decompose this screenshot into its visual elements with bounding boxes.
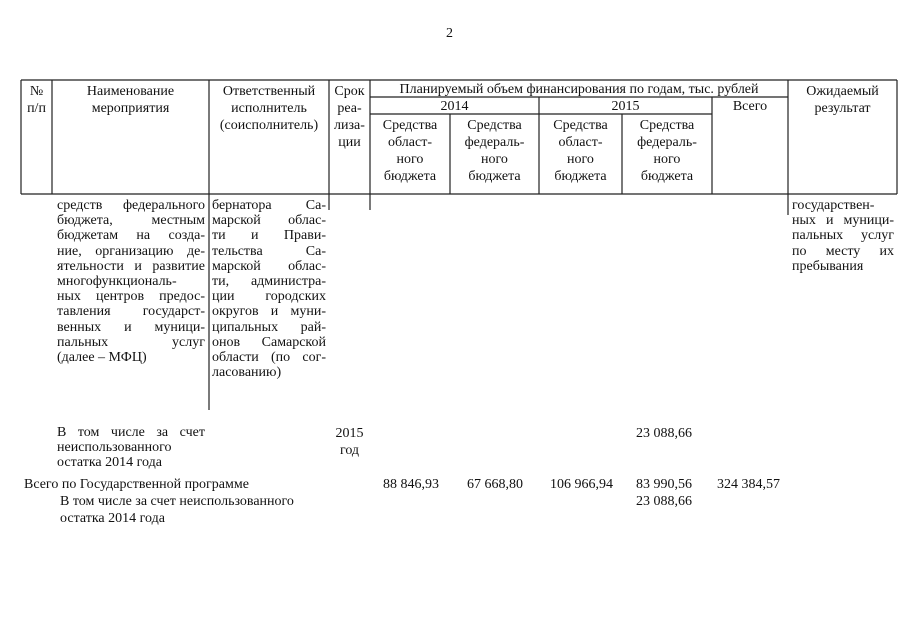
total-label: Всего по Государственной программе: [24, 477, 249, 492]
total-federal-2014: 67 668,80: [467, 477, 523, 492]
header-regional-2015: Средства област- ного бюджета: [553, 118, 608, 184]
header-federal-2015: Средства федераль- ного бюджета: [637, 118, 697, 184]
total-regional-2015: 106 966,94: [550, 477, 613, 492]
total-federal-2015: 83 990,56: [636, 477, 692, 492]
header-result: Ожидаемый результат: [806, 84, 879, 116]
header-regional-2014: Средства област- ного бюджета: [382, 118, 438, 184]
header-total: Всего: [732, 99, 768, 114]
sub-row-term: 2015 год: [335, 426, 364, 458]
total-sub-federal-2015: 23 088,66: [636, 494, 692, 509]
header-executor: Ответственный исполнитель (соисполнитель): [219, 84, 319, 133]
sub-row-federal-2015: 23 088,66: [636, 426, 692, 441]
header-num: № п/п: [27, 84, 46, 116]
header-federal-2014: Средства федераль- ного бюджета: [464, 118, 525, 184]
executor-text: бернатора Са- марской облас- ти и Прави- тельства Са- марской облас- ти, администра- ции городских округов и муни- ципальных рай- онов Самарской области (по сог- ласованию): [212, 198, 326, 381]
header-year-2014: 2014: [440, 99, 469, 114]
sub-row-label: В том числе за счет неиспользованного остатка 2014 года: [57, 425, 205, 471]
header-term: Срок реа- лиза- ции: [334, 84, 365, 150]
page-number: 2: [446, 26, 453, 41]
measure-name-text: средств федерального бюджета, местным бюджетам на созда- ние, организацию де- ятельности и развитие многофункциональ- ных центров предос- тавления государст- венных и муници- пальных услуг (далее – МФЦ): [57, 198, 205, 365]
expected-result-text: государствен- ных и муници- пальных услуг по месту их пребывания: [792, 198, 894, 274]
total-all: 324 384,57: [717, 477, 780, 492]
total-sub-label: В том числе за счет неиспользованного остатка 2014 года: [60, 494, 294, 526]
header-name: Наименование мероприятия: [86, 84, 175, 116]
total-regional-2014: 88 846,93: [383, 477, 439, 492]
header-year-2015: 2015: [611, 99, 640, 114]
header-funding: Планируемый объем финансирования по годам, тыс. рублей: [399, 82, 759, 97]
